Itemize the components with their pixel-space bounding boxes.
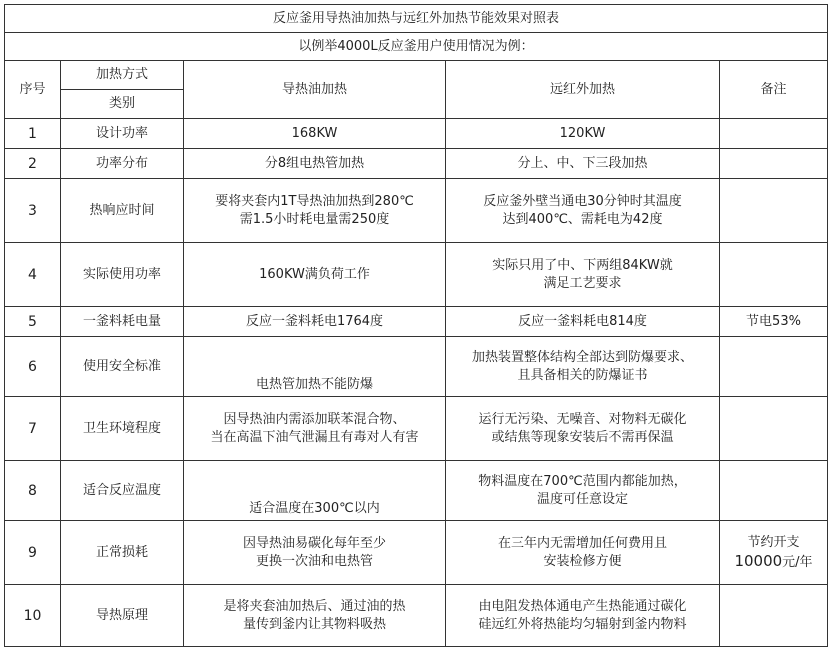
header-category: 类别 [108, 96, 135, 111]
note-saving-value: 10000 [734, 551, 783, 570]
table-subtitle: 以例举4000L反应釜用户使用情况为例： [5, 33, 828, 61]
table-row [5, 461, 828, 521]
header-method-category [61, 61, 184, 119]
table-row [5, 397, 828, 461]
row-ir: 在三年内无需增加任何费用且 安装检修方便 [446, 521, 720, 585]
row-oil: 反应一釜料耗电1764度 [184, 307, 446, 337]
row-item: 导热原理 [61, 585, 184, 647]
row-ir: 120KW [446, 119, 720, 149]
table-row [5, 149, 828, 179]
row-number: 8 [5, 461, 61, 521]
row-item: 使用安全标准 [61, 337, 184, 397]
row-number: 7 [5, 397, 61, 461]
row-number: 3 [5, 179, 61, 243]
table-row [5, 337, 828, 397]
row-oil: 168KW [184, 119, 446, 149]
row-item: 设计功率 [61, 119, 184, 149]
row-note [720, 397, 828, 461]
row-oil: 因导热油易碳化每年至少 更换一次油和电热管 [184, 521, 446, 585]
comparison-table [4, 4, 828, 647]
row-number: 6 [5, 337, 61, 397]
note-saving-unit: 元/年 [782, 554, 813, 570]
row-ir: 反应釜外壁当通电30分钟时其温度 达到400℃、需耗电为42度 [446, 179, 720, 243]
table-row [5, 585, 828, 647]
row-oil: 160KW满负荷工作 [184, 243, 446, 307]
row-ir: 分上、中、下三段加热 [446, 149, 720, 179]
table-row [5, 521, 828, 585]
header-ir: 远红外加热 [446, 61, 720, 119]
row-note [720, 461, 828, 521]
row-number: 1 [5, 119, 61, 149]
row-oil: 电热管加热不能防爆 [184, 337, 446, 397]
row-item: 实际使用功率 [61, 243, 184, 307]
note-saving-label: 节约开支 [747, 534, 800, 550]
row-number: 4 [5, 243, 61, 307]
table-row [5, 307, 828, 337]
row-ir: 物料温度在700℃范围内都能加热， 温度可任意设定 [446, 461, 720, 521]
header-method: 加热方式 [61, 61, 183, 90]
note-saving-amount [724, 552, 823, 572]
row-item: 一釜料耗电量 [61, 307, 184, 337]
header-seq: 序号 [5, 61, 61, 119]
header-note: 备注 [720, 61, 828, 119]
row-oil: 要将夹套内1T导热油加热到280℃ 需1.5小时耗电量需250度 [184, 179, 446, 243]
row-number: 10 [5, 585, 61, 647]
row-note [720, 119, 828, 149]
row-ir: 由电阻发热体通电产生热能通过碳化 硅远红外将热能均匀辐射到釜内物料 [446, 585, 720, 647]
table-row [5, 119, 828, 149]
row-item: 适合反应温度 [61, 461, 184, 521]
row-item: 卫生环境程度 [61, 397, 184, 461]
row-note [720, 585, 828, 647]
row-oil: 分8组电热管加热 [184, 149, 446, 179]
row-oil: 是将夹套油加热后、通过油的热 量传到釜内让其物料吸热 [184, 585, 446, 647]
table-row [5, 243, 828, 307]
row-note [720, 149, 828, 179]
row-oil: 因导热油内需添加联苯混合物、 当在高温下油气泄漏且有毒对人有害 [184, 397, 446, 461]
row-note [720, 179, 828, 243]
row-ir: 反应一釜料耗电814度 [446, 307, 720, 337]
row-ir: 实际只用了中、下两组84KW就 满足工艺要求 [446, 243, 720, 307]
header-oil: 导热油加热 [184, 61, 446, 119]
row-ir: 加热装置整体结构全部达到防爆要求、 且具备相关的防爆证书 [446, 337, 720, 397]
row-note: 节电53% [720, 307, 828, 337]
row-note [720, 243, 828, 307]
row-item: 功率分布 [61, 149, 184, 179]
row-note [720, 521, 828, 585]
row-oil: 适合温度在300℃以内 [184, 461, 446, 521]
row-number: 9 [5, 521, 61, 585]
row-ir: 运行无污染、无噪音、对物料无碳化 或结焦等现象安装后不需再保温 [446, 397, 720, 461]
row-item: 正常损耗 [61, 521, 184, 585]
row-number: 2 [5, 149, 61, 179]
row-note [720, 337, 828, 397]
table-title: 反应釜用导热油加热与远红外加热节能效果对照表 [5, 5, 828, 33]
row-number: 5 [5, 307, 61, 337]
table-row [5, 179, 828, 243]
row-item: 热响应时间 [61, 179, 184, 243]
